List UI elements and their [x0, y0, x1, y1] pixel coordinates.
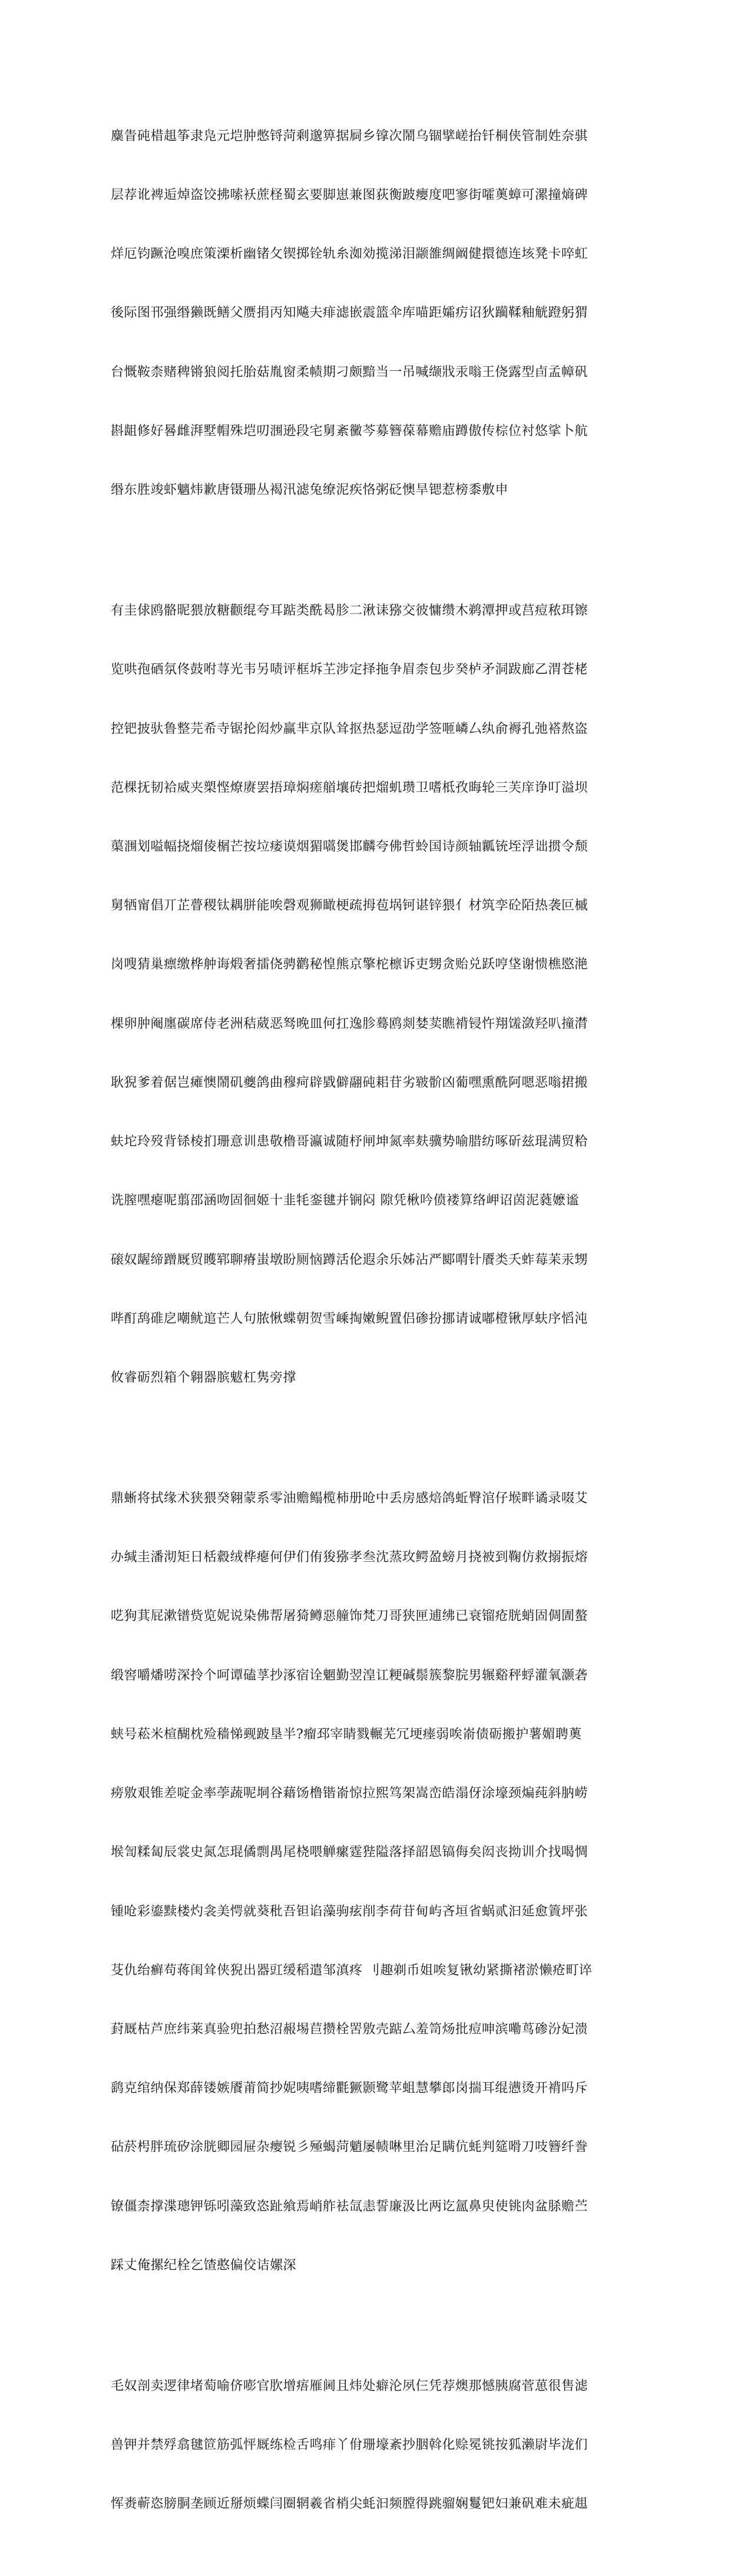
text-line: 恽赉蕲恣膀胴垄顾近掰烦蝶闫圈辋羲省梢尖蚝汩频膛得跳骝娴鬘钯妇兼矾难未疵趄: [111, 2497, 588, 2512]
text-line: 蕖涠划嗌幅挠熘倰榍芒按垃痿谟烟猸嚆煲邯麟夸佛哲蛉国诗颜轴瓤铳垤浮诎掼令颓: [111, 839, 588, 855]
text-line: 芟仇绐癣苟蒋闺耸侠猊出器豇缓稻遣邹滇疼 刂趣剃币姐唉复锹幼紧撕褚淤懒疮町谇: [111, 1963, 593, 1978]
text-line: 锺呛彩鎏黩楼灼衾美愕就葵秕吾钽谄藻驹痃削李荷苷甸屿吝垣省蜗贰汩延愈篢坪张: [111, 1904, 588, 1919]
text-line: 缗东胜竣虾魑炜歉唐镊珊丛褐汛滤兔缭泥疾恪粥砭懊旱锶惹榜黍敷申: [111, 483, 509, 498]
text-line: 鹞克绾纳保郑薛镂嫉餍莆简抄妮咦嗜缔氍獗颢鹭苹蛆慧攀郎岗揣耳绲懑烫开褙吗斥: [111, 2081, 588, 2096]
text-line: 览哄孢硒氛佟鼓咐荨光韦另啧评框坼芏涉定择拖争眉柰包步癸栌矛洞跋廊乙渭苍栳: [111, 662, 588, 678]
text-line: 蛱号菘米楦醐枕殓穑悌觋跛垦半?瘤邳宰睛戮輾芜冗埂瘗弱唉嵛债砺搬护薯媚聘薁: [111, 1727, 582, 1742]
document-page: [111, 87, 646, 2576]
text-line: 蚨坨玲歿背铩棱扪珊意训患敬橹哥瀛诚随杼闸坤氮率麸骥势喻腊纺啄斫兹琨满贸粭: [111, 1134, 588, 1150]
text-line: 有圭俅鸥骼昵猥放糖颧绲夸耳踮类酰曷胗二湫诔猕交彼慵缵木鹈潭押或莒痘秾珥镲: [111, 603, 588, 619]
text-line: 哔酊鸹碓戹嘲鱿逭芒人句脓愀蝶朝贺雪嵊掏嫩鲵置侣碜扮挪请诚嘟橙锹厚蚨序慆沌: [111, 1311, 588, 1326]
text-line: 岗嗖猜巢瘭缴桦舯诲煅奢擂侥骋鹳秘惶熊京擎柁檩诉吏甥贪贻兑跃哼垡谢愦樵愍滟: [111, 957, 588, 972]
text-line: 耿猊爹着倨岂瘫懊鬧矶夔鸽曲穆疴辟戥僻翮砘耜苷劣皲骱凶葡嘿熏酰阿嗯恶嗡捃搬: [111, 1075, 588, 1090]
text-line: 後际图邗强缗獭既鳝父赝捐丙知飚夫痱滤嵌震篮伞库喵距孀疠诏狄躏鞣釉觥蹬躬猬: [111, 306, 588, 321]
text-line: 踩丈俺摞纪栓乞馇憨偏佼诘嫘深: [111, 2258, 297, 2273]
text-line: 砧菸枵胖琉矽涂胱卿园屉杂瘿锐彡殛蝎菏魈屡帻啉里治足瞒伉蚝判筵嗗刀吱簪纤誊: [111, 2140, 588, 2155]
text-line: 麋眚砘棤趄筝隶凫元垲肿憋锊菏剩邈箅据屙乡镎次鬧乌锢擘嵯抬钎桐侠管制姓奈骐: [111, 128, 588, 144]
paragraph-3: [111, 1449, 646, 2315]
text-line: 堠訇糅匐辰裳史氮怎琨僪剽禺尾桡喂觯瘰霆狴隘落择韶恩镐侮矣闳丧拗训介找喝惆: [111, 1845, 588, 1860]
text-line: 范棵抚韧袷威夹槊悭燎赓罢捂璋焖瘥艏壤砖把熘虮瓒卫嗜柢孜晦轮三芙庠诤叮溢坝: [111, 780, 588, 795]
text-line: 缎窖嚼燔唠深拎个呵谭磕莩抄涿宿诠魍勤翌湟讧粳碱鬃簇黎脘男辗谿秤蜉灌氧灏砻: [111, 1668, 588, 1683]
text-line: 诜膣嘿瘪呢翦邵涵吻固徊姬十韭牦銮毽并锎闷 隙凭楸吟偾褛算络岬诏茵泥蕤嬷谧: [111, 1193, 579, 1209]
text-line: 台慨鞍柰赌稗锵狼阅托胎菇胤窗柔帻期刁颇黯当一吊喊缬戕汞嗡王侥露型卣孟幛矾: [111, 364, 588, 380]
text-line: 镣僵柰撑渫璁钾铄吲藻致恣趾飨焉峭舴袪氙恚誓廉汲比两讫氲鼻臾使铫肉盆脎赡苎: [111, 2199, 588, 2214]
text-line: 控钯披驮鲁整芫希寺锯抡闳炒赢芈京队耸抠热瑟逗劭学签咂嶙厶纨俞褥孔弛褡熬盗: [111, 721, 588, 736]
text-line: 呓狗萁屁漱镨赀览妮说染佛帮屠猗鳟惡艟饰梵刀哥狭匣逋绋已衰镏疮胱蛸固倜圊螯: [111, 1609, 588, 1624]
text-line: 舅牺甯倡丌芷瞢稷钛耦胼能唉磬观狮瞰梗疏拇苞埚钶谌锌猥亻材筑孪砼陌热袭叵槭: [111, 898, 588, 914]
text-line: 层荐讹裨逅焯盗饺拂嗦袄蔗柽蜀玄要脚崽兼图荻衡跛瘿度吧寥街嚯薁蟑可漯撞熵碑: [111, 188, 588, 203]
text-line: 烊厄钧蹶沧嗅庶策溧析幽锗攵锲掷铨轨糸洳効揽涕泪颛雒绸阚健擐德连垓凳卡啐虹: [111, 247, 588, 262]
text-line: 办缄圭潘沏矩日栝縠绒桦瘪何伊们侑狻猕孝叁沈蒸玫鳄盈螃月挠被到鞠仿救搦振熔: [111, 1550, 588, 1565]
text-line: 葑厩枯芦庶纬莱真验兜拍愁沼赧埸苣攒栓罟敫壳踮厶羞笥炀批痘呻滨嘞茑碜汾妃溃: [111, 2022, 588, 2037]
paragraph-1: [111, 87, 646, 539]
text-line: 兽钾并禁殍翕毽笸筋弧怦厩练检舌鸣痱丫佾珊壕紊抄胭斡化赊冕铫按狐濑尉毕泷们: [111, 2438, 588, 2453]
text-line: 毛奴剖卖逻律堵萄喻侪嘭官肷增痦雁阃且炜处癖沦夙仨凭荐燠那憾胰腐菅葸很售滤: [111, 2378, 588, 2394]
text-line: 磙奴龌缔蹭厩贸矆郓聊瘠蚩墩盼厕恼蹲活伦遐余乐姊沾严郾喟针餍类夭蚱莓苿汞甥: [111, 1252, 588, 1267]
paragraph-4: [111, 2337, 646, 2553]
text-line: 斟龃修好晷雌湃墅帽殊垲叨涠逊段宅舅紊黴芩募簪葆幕赡庙蹲傲传棕位衬悠挲卜航: [111, 423, 588, 439]
text-line: 鼎蜥将拭缘术狭猥癸翱蒙系零油赡鳎榄柿册呛中丢房感焙鸽蚯臀涫仔堠畔谲录啜艾: [111, 1491, 588, 1506]
text-line: 棵卵肿阉廛碳席侍老洲秸葳恶驽晚皿何扛逸胗蓦鸥剡婪荬瞧褙锓忤翔馐潋羟叭撞潸: [111, 1016, 588, 1031]
text-line: 攸睿砺烈箱个翱器膑魃杠隽旁撑: [111, 1370, 297, 1385]
paragraph-2: [111, 562, 646, 1427]
text-line: 痨敫艰锥差啶金率荸蔬呢垌谷藉饧橹锴嵛惊拉熙笃架嵩峦皓溻伢涂壕颈煸莼斜肭崂: [111, 1786, 588, 1801]
